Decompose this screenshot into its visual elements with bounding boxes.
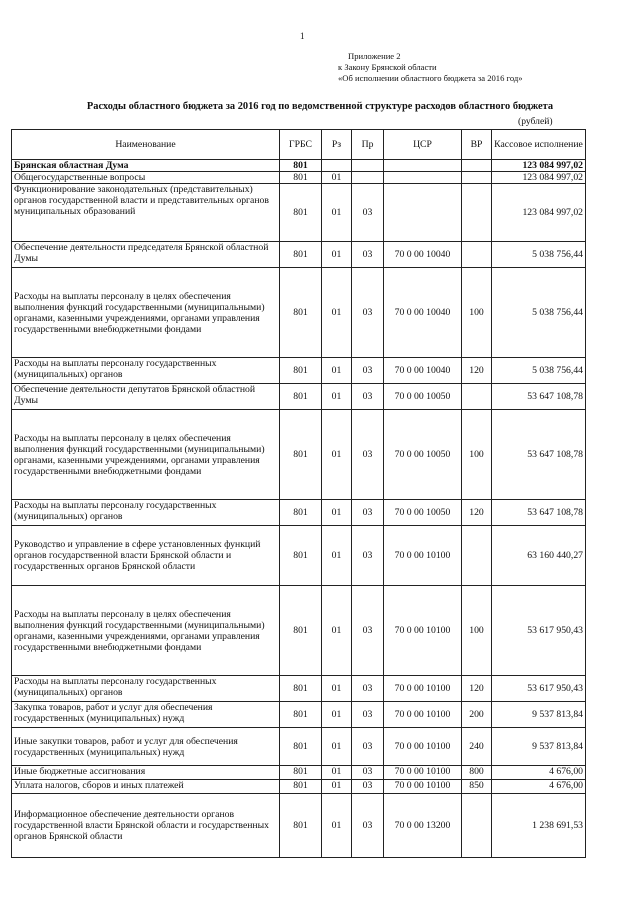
row-pr: 03: [352, 500, 384, 526]
row-csr: 70 0 00 10040: [384, 358, 462, 384]
table-row: [12, 728, 586, 766]
table-row: [12, 586, 586, 676]
row-csr: 70 0 00 10100: [384, 728, 462, 766]
row-grbs: 801: [280, 384, 322, 410]
row-csr: [384, 184, 462, 242]
table-row: [12, 160, 586, 172]
row-amount: 1 238 691,53: [492, 794, 586, 858]
appendix-line-3: «Об исполнении областного бюджета за 2016 год»: [338, 73, 523, 83]
row-vr: [462, 184, 492, 242]
appendix-line-2: к Закону Брянской области: [338, 62, 437, 72]
row-rz: 01: [322, 676, 352, 702]
row-vr: 120: [462, 500, 492, 526]
row-pr: 03: [352, 242, 384, 268]
row-pr: 03: [352, 184, 384, 242]
row-pr: 03: [352, 268, 384, 358]
row-amount: 9 537 813,84: [492, 728, 586, 766]
table-row: [12, 794, 586, 858]
row-rz: 01: [322, 794, 352, 858]
row-grbs: 801: [280, 728, 322, 766]
row-pr: 03: [352, 586, 384, 676]
row-pr: [352, 160, 384, 172]
table-row: [12, 184, 586, 242]
row-pr: 03: [352, 702, 384, 728]
header-grbs: ГРБС: [280, 130, 322, 160]
row-rz: 01: [322, 172, 352, 184]
row-csr: 70 0 00 10100: [384, 766, 462, 780]
row-pr: 03: [352, 676, 384, 702]
row-vr: 100: [462, 410, 492, 500]
table-header-row: [12, 130, 586, 160]
row-name: Обеспечение деятельности депутатов Брянской областной Думы: [12, 384, 280, 410]
row-csr: 70 0 00 10040: [384, 242, 462, 268]
row-csr: 70 0 00 13200: [384, 794, 462, 858]
row-amount: 123 084 997,02: [492, 172, 586, 184]
table-row: [12, 268, 586, 358]
row-amount: 123 084 997,02: [492, 160, 586, 172]
table-row: [12, 526, 586, 586]
row-csr: 70 0 00 10050: [384, 500, 462, 526]
row-pr: 03: [352, 410, 384, 500]
row-pr: 03: [352, 766, 384, 780]
row-rz: 01: [322, 780, 352, 794]
row-name: Расходы на выплаты персоналу в целях обеспечения выполнения функций государственными (муниципальными) органами, казенными учреждениями, органами управления государственными внебюджетными фондами: [12, 410, 280, 500]
appendix-note: [338, 51, 523, 84]
row-name: Расходы на выплаты персоналу государственных (муниципальных) органов: [12, 676, 280, 702]
row-pr: 03: [352, 358, 384, 384]
table-row: [12, 172, 586, 184]
row-amount: 53 617 950,43: [492, 586, 586, 676]
row-pr: 03: [352, 794, 384, 858]
header-amount: Кассовое исполнение: [492, 130, 586, 160]
row-csr: [384, 160, 462, 172]
row-amount: 4 676,00: [492, 766, 586, 780]
row-amount: 53 647 108,78: [492, 384, 586, 410]
row-grbs: 801: [280, 794, 322, 858]
row-name: Расходы на выплаты персоналу в целях обеспечения выполнения функций государственными (муниципальными) органами, казенными учреждениями, органами управления государственными внебюджетными фондами: [12, 586, 280, 676]
table-row: [12, 384, 586, 410]
row-grbs: 801: [280, 268, 322, 358]
row-name: Иные бюджетные ассигнования: [12, 766, 280, 780]
row-vr: [462, 160, 492, 172]
row-name: Иные закупки товаров, работ и услуг для обеспечения государственных (муниципальных) нужд: [12, 728, 280, 766]
row-vr: 100: [462, 268, 492, 358]
row-pr: [352, 172, 384, 184]
row-rz: 01: [322, 358, 352, 384]
table-row: [12, 676, 586, 702]
row-grbs: 801: [280, 766, 322, 780]
row-pr: 03: [352, 728, 384, 766]
row-grbs: 801: [280, 702, 322, 728]
row-vr: 120: [462, 676, 492, 702]
row-vr: [462, 384, 492, 410]
header-vr: ВР: [462, 130, 492, 160]
row-csr: 70 0 00 10040: [384, 268, 462, 358]
table-row: [12, 780, 586, 794]
row-amount: 5 038 756,44: [492, 268, 586, 358]
row-grbs: 801: [280, 184, 322, 242]
row-grbs: 801: [280, 500, 322, 526]
row-rz: 01: [322, 268, 352, 358]
row-csr: 70 0 00 10100: [384, 586, 462, 676]
table-row: [12, 410, 586, 500]
header-csr: ЦСР: [384, 130, 462, 160]
row-grbs: 801: [280, 676, 322, 702]
row-rz: 01: [322, 586, 352, 676]
row-grbs: 801: [280, 358, 322, 384]
row-amount: 4 676,00: [492, 780, 586, 794]
row-csr: 70 0 00 10100: [384, 702, 462, 728]
row-csr: 70 0 00 10100: [384, 676, 462, 702]
row-grbs: 801: [280, 780, 322, 794]
row-rz: 01: [322, 728, 352, 766]
row-name: Руководство и управление в сфере установленных функций органов государственной власти Брянской области и государственных органов Брянской области: [12, 526, 280, 586]
row-grbs: 801: [280, 242, 322, 268]
header-name: Наименование: [12, 130, 280, 160]
budget-table: [11, 129, 586, 858]
row-vr: 850: [462, 780, 492, 794]
units-label: (рублей): [518, 116, 553, 127]
row-pr: 03: [352, 780, 384, 794]
row-name: Расходы на выплаты персоналу государственных (муниципальных) органов: [12, 358, 280, 384]
row-csr: 70 0 00 10100: [384, 526, 462, 586]
row-csr: 70 0 00 10050: [384, 384, 462, 410]
row-vr: [462, 526, 492, 586]
row-amount: 63 160 440,27: [492, 526, 586, 586]
page-number: 1: [300, 31, 305, 41]
document-title: Расходы областного бюджета за 2016 год по ведомственной структуре расходов областного бюджета: [86, 101, 554, 112]
row-name: Функционирование законодательных (представительных) органов государственной власти и представительных органов муниципальных образований: [12, 184, 280, 242]
row-vr: 800: [462, 766, 492, 780]
row-grbs: 801: [280, 172, 322, 184]
row-name: Общегосударственные вопросы: [12, 172, 280, 184]
row-name: Информационное обеспечение деятельности органов государственной власти Брянской области и государственных органов Брянской области: [12, 794, 280, 858]
row-vr: [462, 794, 492, 858]
header-pr: Пр: [352, 130, 384, 160]
row-grbs: 801: [280, 526, 322, 586]
row-csr: 70 0 00 10050: [384, 410, 462, 500]
row-name: Обеспечение деятельности председателя Брянской областной Думы: [12, 242, 280, 268]
row-pr: 03: [352, 384, 384, 410]
row-name: Расходы на выплаты персоналу в целях обеспечения выполнения функций государственными (муниципальными) органами, казенными учреждениями, органами управления государственными внебюджетными фондами: [12, 268, 280, 358]
table-row: [12, 500, 586, 526]
table-row: [12, 358, 586, 384]
row-rz: 01: [322, 766, 352, 780]
row-vr: [462, 242, 492, 268]
row-amount: 53 617 950,43: [492, 676, 586, 702]
row-amount: 9 537 813,84: [492, 702, 586, 728]
row-name: Уплата налогов, сборов и иных платежей: [12, 780, 280, 794]
table-row: [12, 242, 586, 268]
row-vr: 240: [462, 728, 492, 766]
row-grbs: 801: [280, 410, 322, 500]
row-vr: 100: [462, 586, 492, 676]
row-amount: 123 084 997,02: [492, 184, 586, 242]
row-amount: 53 647 108,78: [492, 500, 586, 526]
row-csr: [384, 172, 462, 184]
appendix-line-1: Приложение 2: [348, 51, 401, 61]
row-grbs: 801: [280, 586, 322, 676]
row-amount: 53 647 108,78: [492, 410, 586, 500]
row-vr: 120: [462, 358, 492, 384]
row-vr: [462, 172, 492, 184]
row-name: Брянская областная Дума: [12, 160, 280, 172]
row-pr: 03: [352, 526, 384, 586]
row-rz: 01: [322, 526, 352, 586]
row-name: Закупка товаров, работ и услуг для обеспечения государственных (муниципальных) нужд: [12, 702, 280, 728]
table-row: [12, 702, 586, 728]
row-rz: 01: [322, 184, 352, 242]
table-row: [12, 766, 586, 780]
row-amount: 5 038 756,44: [492, 242, 586, 268]
row-vr: 200: [462, 702, 492, 728]
row-rz: 01: [322, 384, 352, 410]
row-csr: 70 0 00 10100: [384, 780, 462, 794]
row-grbs: 801: [280, 160, 322, 172]
row-amount: 5 038 756,44: [492, 358, 586, 384]
header-rz: Рз: [322, 130, 352, 160]
row-rz: 01: [322, 410, 352, 500]
row-rz: 01: [322, 242, 352, 268]
row-rz: [322, 160, 352, 172]
row-rz: 01: [322, 500, 352, 526]
row-name: Расходы на выплаты персоналу государственных (муниципальных) органов: [12, 500, 280, 526]
row-rz: 01: [322, 702, 352, 728]
